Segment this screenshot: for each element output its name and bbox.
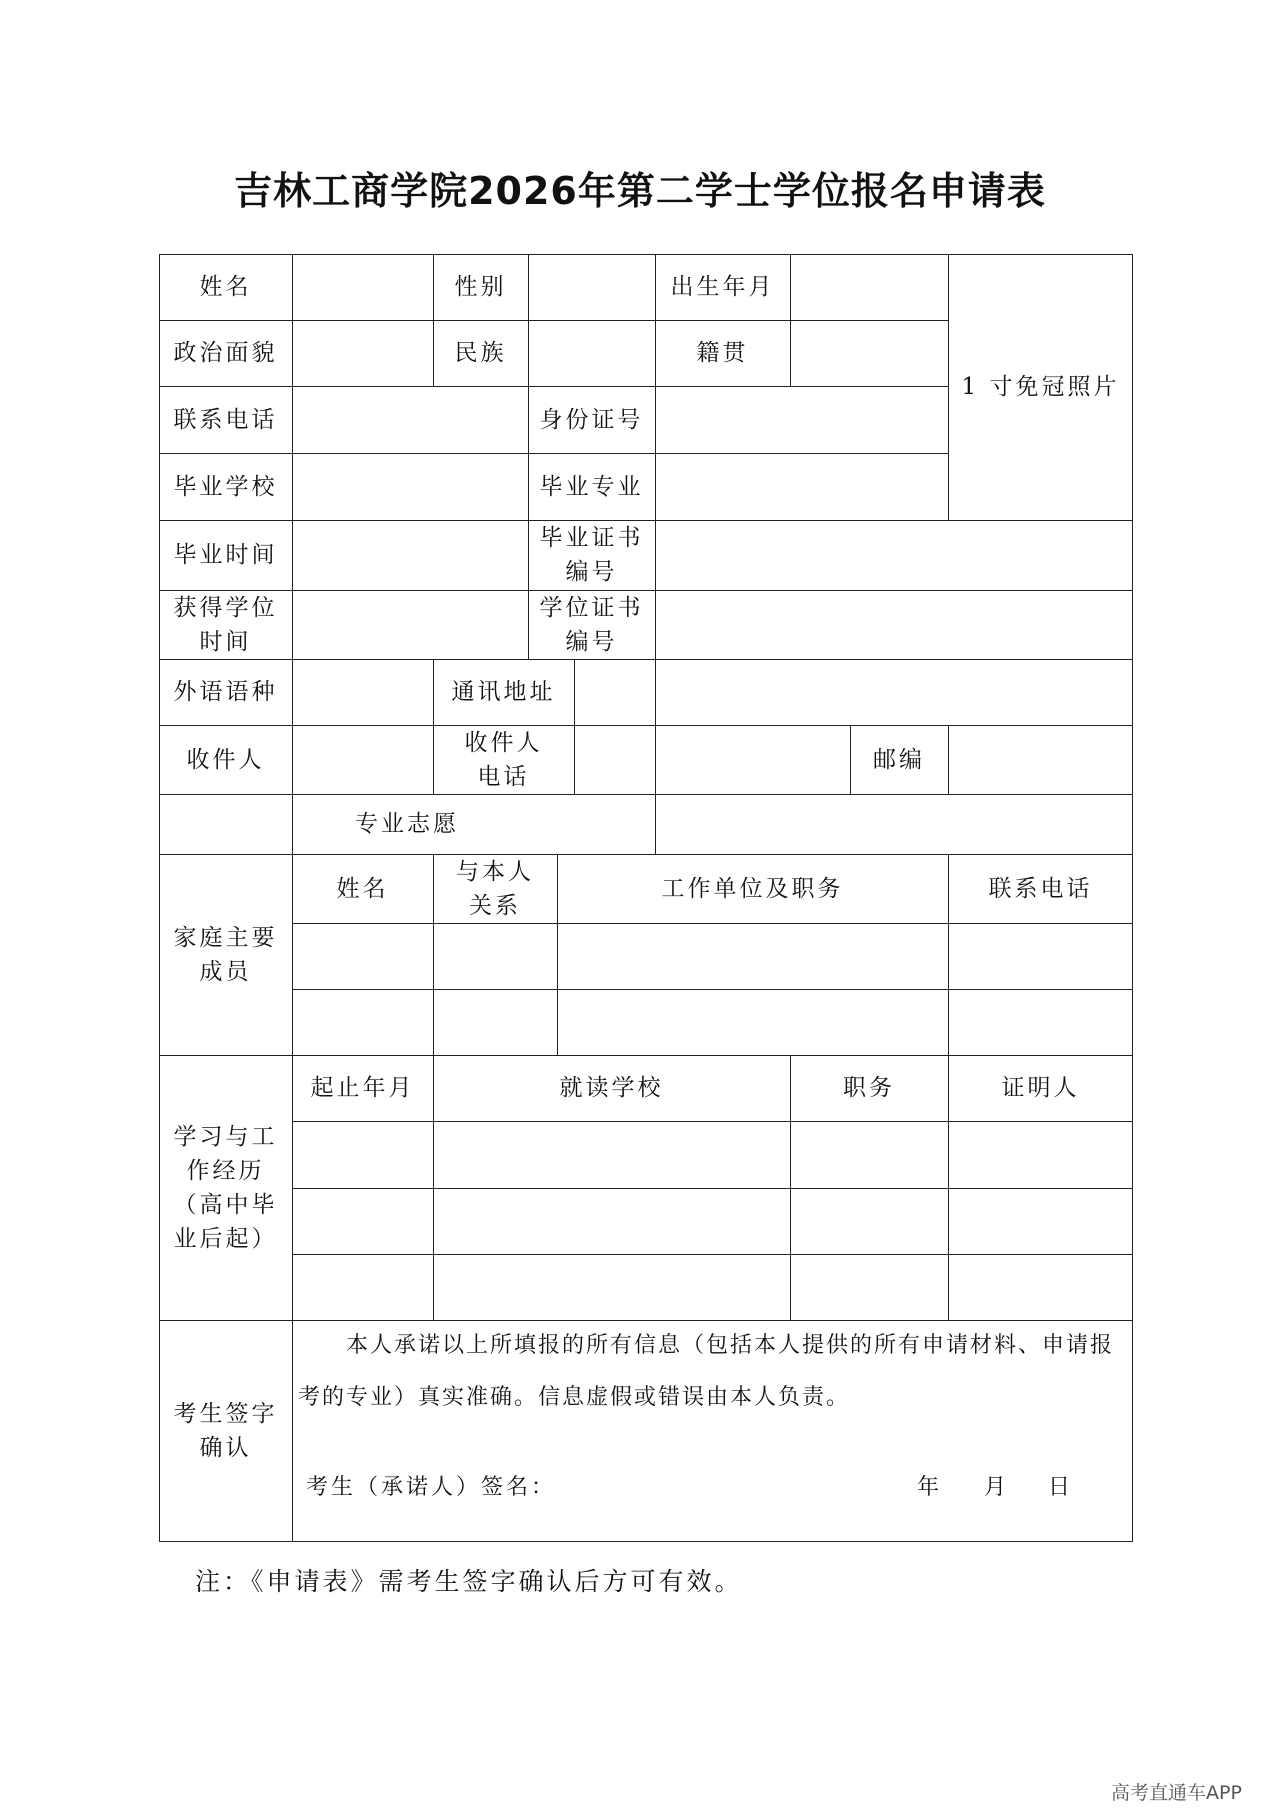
history-row-2[interactable]: [292, 1188, 1133, 1254]
field-grad-time[interactable]: [292, 520, 528, 590]
photo-box[interactable]: 1 寸免冠照片: [961, 374, 1120, 400]
date-day-label: 日: [1048, 1475, 1071, 1500]
history-row-3[interactable]: [292, 1254, 1133, 1320]
family-row-1[interactable]: [292, 923, 1133, 989]
watermark: 高考直通车APP: [1111, 1782, 1242, 1804]
table-border-bottom: [159, 1541, 1133, 1542]
field-gender[interactable]: [528, 254, 655, 320]
history-row-1[interactable]: [292, 1121, 1133, 1188]
application-form-table: [159, 254, 1133, 1542]
date-year-label: 年: [917, 1475, 940, 1500]
history-section-label: 学习与工 作经历 （高中毕 业后起）: [173, 1123, 278, 1252]
field-degree-cert-no[interactable]: [655, 590, 1133, 659]
field-id-number[interactable]: [655, 386, 948, 453]
family-header-relation: 与本人 关系: [456, 858, 534, 919]
label-degree-time: 获得学位 时间: [173, 594, 278, 655]
history-header-position: 职务: [843, 1075, 895, 1101]
label-language: 外语语种: [173, 679, 278, 705]
field-political[interactable]: [292, 320, 433, 386]
field-name[interactable]: [292, 254, 433, 320]
signature-label: 考生（承诺人）签名：: [306, 1475, 557, 1500]
label-name: 姓名: [199, 274, 252, 300]
label-id-number: 身份证号: [539, 406, 644, 433]
history-header-school: 就读学校: [559, 1075, 664, 1101]
family-header-employer: 工作单位及职务: [661, 875, 844, 902]
label-grad-major: 毕业专业: [539, 473, 644, 500]
field-grad-major[interactable]: [655, 453, 948, 520]
label-address: 通讯地址: [451, 679, 556, 705]
field-birth[interactable]: [790, 254, 948, 320]
field-address[interactable]: [574, 659, 1133, 725]
field-phone[interactable]: [292, 386, 528, 453]
label-recipient-phone: 收件人 电话: [464, 729, 543, 790]
pledge-text: 本人承诺以上所填报的所有信息（包括本人提供的所有申请材料、申请报考的专业）真实准确。信息虚假或错误由本人负责。: [298, 1333, 1115, 1410]
label-grad-school: 毕业学校: [173, 473, 278, 500]
field-recipient[interactable]: [292, 725, 433, 794]
field-degree-time[interactable]: [292, 590, 528, 659]
history-header-witness: 证明人: [1001, 1075, 1080, 1101]
field-native-place[interactable]: [790, 320, 948, 386]
field-ethnicity[interactable]: [528, 320, 655, 386]
family-section-label: 家庭主要 成员: [173, 924, 278, 985]
label-gender: 性别: [454, 274, 507, 300]
field-major-choice[interactable]: [655, 794, 1133, 854]
label-major-choice: 专业志愿: [355, 811, 459, 837]
family-header-name: 姓名: [336, 875, 389, 902]
date-month-label: 月: [984, 1475, 1007, 1500]
history-header-period: 起止年月: [310, 1075, 415, 1101]
label-recipient: 收件人: [186, 746, 265, 773]
field-grad-cert-no[interactable]: [655, 520, 1133, 590]
footer-note: 注：《申请表》需考生签字确认后方可有效。: [195, 1567, 743, 1596]
label-ethnicity: 民族: [454, 340, 507, 366]
family-header-phone: 联系电话: [988, 875, 1093, 902]
pledge-section-label: 考生签字 确认: [173, 1400, 278, 1461]
label-degree-cert-no: 学位证书 编号: [539, 594, 644, 655]
label-birth: 出生年月: [670, 274, 775, 300]
label-grad-cert-no: 毕业证书 编号: [539, 525, 644, 585]
page-title: 吉林工商学院2026年第二学士学位报名申请表: [234, 169, 1046, 213]
label-phone: 联系电话: [173, 406, 278, 433]
field-postcode[interactable]: [948, 725, 1133, 794]
label-native-place: 籍贯: [696, 340, 749, 366]
label-grad-time: 毕业时间: [173, 542, 278, 568]
label-postcode: 邮编: [873, 746, 925, 773]
field-language[interactable]: [292, 659, 433, 725]
family-row-2[interactable]: [292, 989, 1133, 1055]
label-political: 政治面貌: [173, 340, 278, 366]
field-recipient-phone[interactable]: [574, 725, 850, 794]
field-grad-school[interactable]: [292, 453, 528, 520]
